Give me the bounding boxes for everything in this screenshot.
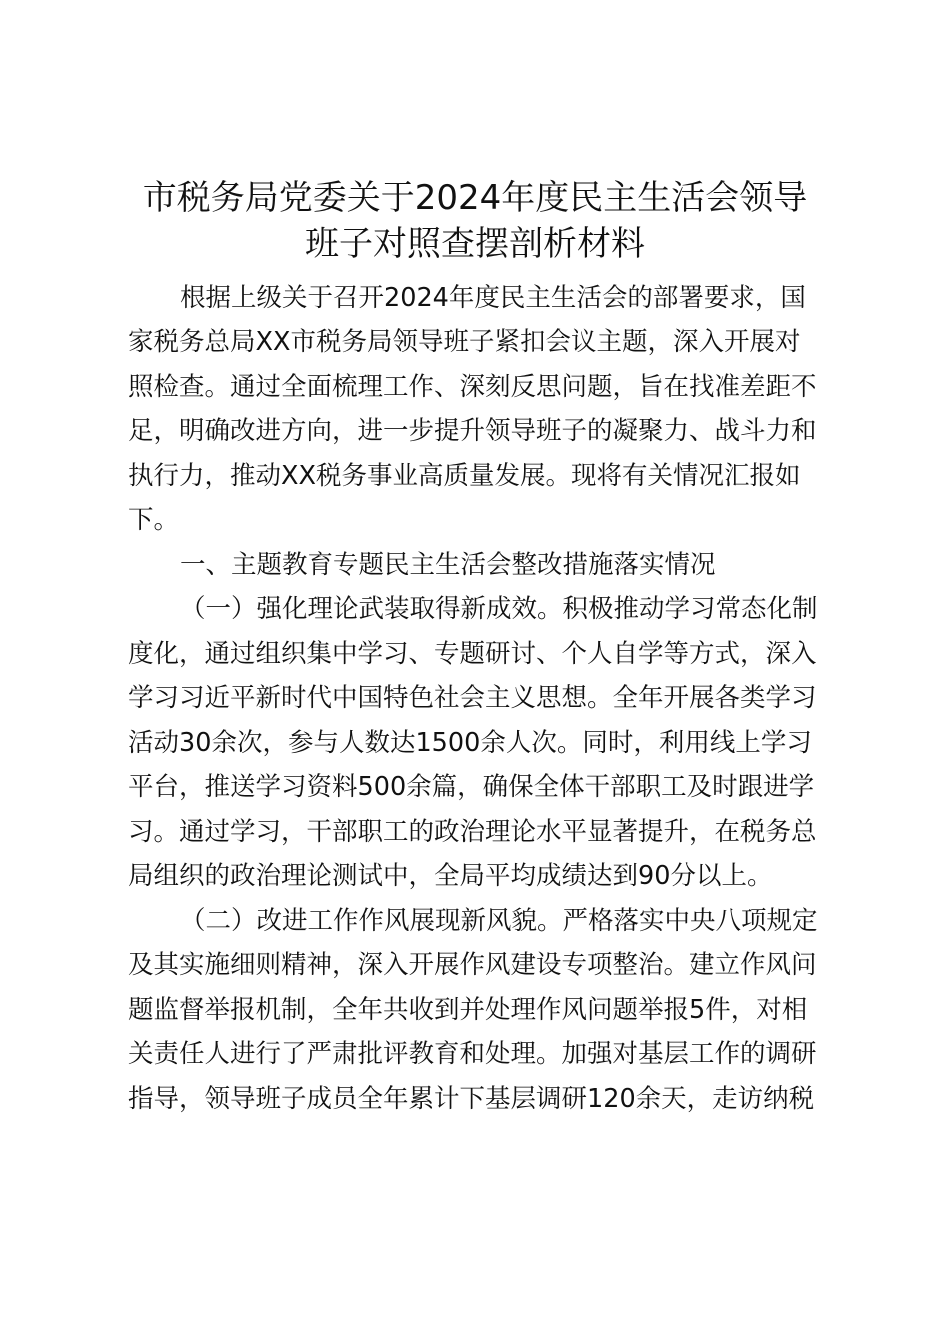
paragraph-line: 下。 bbox=[128, 505, 180, 535]
paragraph-line: 学习习近平新时代中国特色社会主义思想。全年开展各类学习 bbox=[128, 683, 817, 713]
paragraph-line: 平台，推送学习资料500余篇，确保全体干部职工及时跟进学 bbox=[128, 772, 815, 802]
paragraph-line: （二）改进工作作风展现新风貌。严格落实中央八项规定 bbox=[180, 906, 818, 936]
paragraph-line: 照检查。通过全面梳理工作、深刻反思问题，旨在找准差距不 bbox=[128, 372, 817, 402]
paragraph-line: （一）强化理论武装取得新成效。积极推动学习常态化制 bbox=[180, 594, 818, 624]
paragraph-line: 根据上级关于召开2024年度民主生活会的部署要求，国 bbox=[180, 283, 806, 313]
paragraph-line: 及其实施细则精神，深入开展作风建设专项整治。建立作风问 bbox=[128, 950, 817, 980]
paragraph-line: 指导，领导班子成员全年累计下基层调研120余天，走访纳税 bbox=[128, 1084, 815, 1114]
paragraph-line: 题监督举报机制，全年共收到并处理作风问题举报5件，对相 bbox=[128, 995, 808, 1025]
paragraph-line: 局组织的政治理论测试中，全局平均成绩达到90分以上。 bbox=[128, 861, 773, 891]
paragraph-line: 度化，通过组织集中学习、专题研讨、个人自学等方式，深入 bbox=[128, 639, 817, 669]
paragraph-line: 关责任人进行了严肃批评教育和处理。加强对基层工作的调研 bbox=[128, 1039, 817, 1069]
paragraph-line: 习。通过学习，干部职工的政治理论水平显著提升，在税务总 bbox=[128, 817, 817, 847]
document-title-line-2: 班子对照查摆剖析材料 bbox=[305, 224, 645, 264]
document-title-line-1: 市税务局党委关于2024年度民主生活会领导 bbox=[142, 178, 808, 218]
section-heading: 一、主题教育专题民主生活会整改措施落实情况 bbox=[180, 550, 716, 580]
paragraph-line: 活动30余次，参与人数达1500余人次。同时，利用线上学习 bbox=[128, 728, 812, 758]
paragraph-line: 家税务总局XX市税务局领导班子紧扣会议主题，深入开展对 bbox=[128, 327, 801, 357]
paragraph-line: 足，明确改进方向，进一步提升领导班子的凝聚力、战斗力和 bbox=[128, 416, 817, 446]
paragraph-line: 执行力，推动XX税务事业高质量发展。现将有关情况汇报如 bbox=[128, 461, 801, 491]
